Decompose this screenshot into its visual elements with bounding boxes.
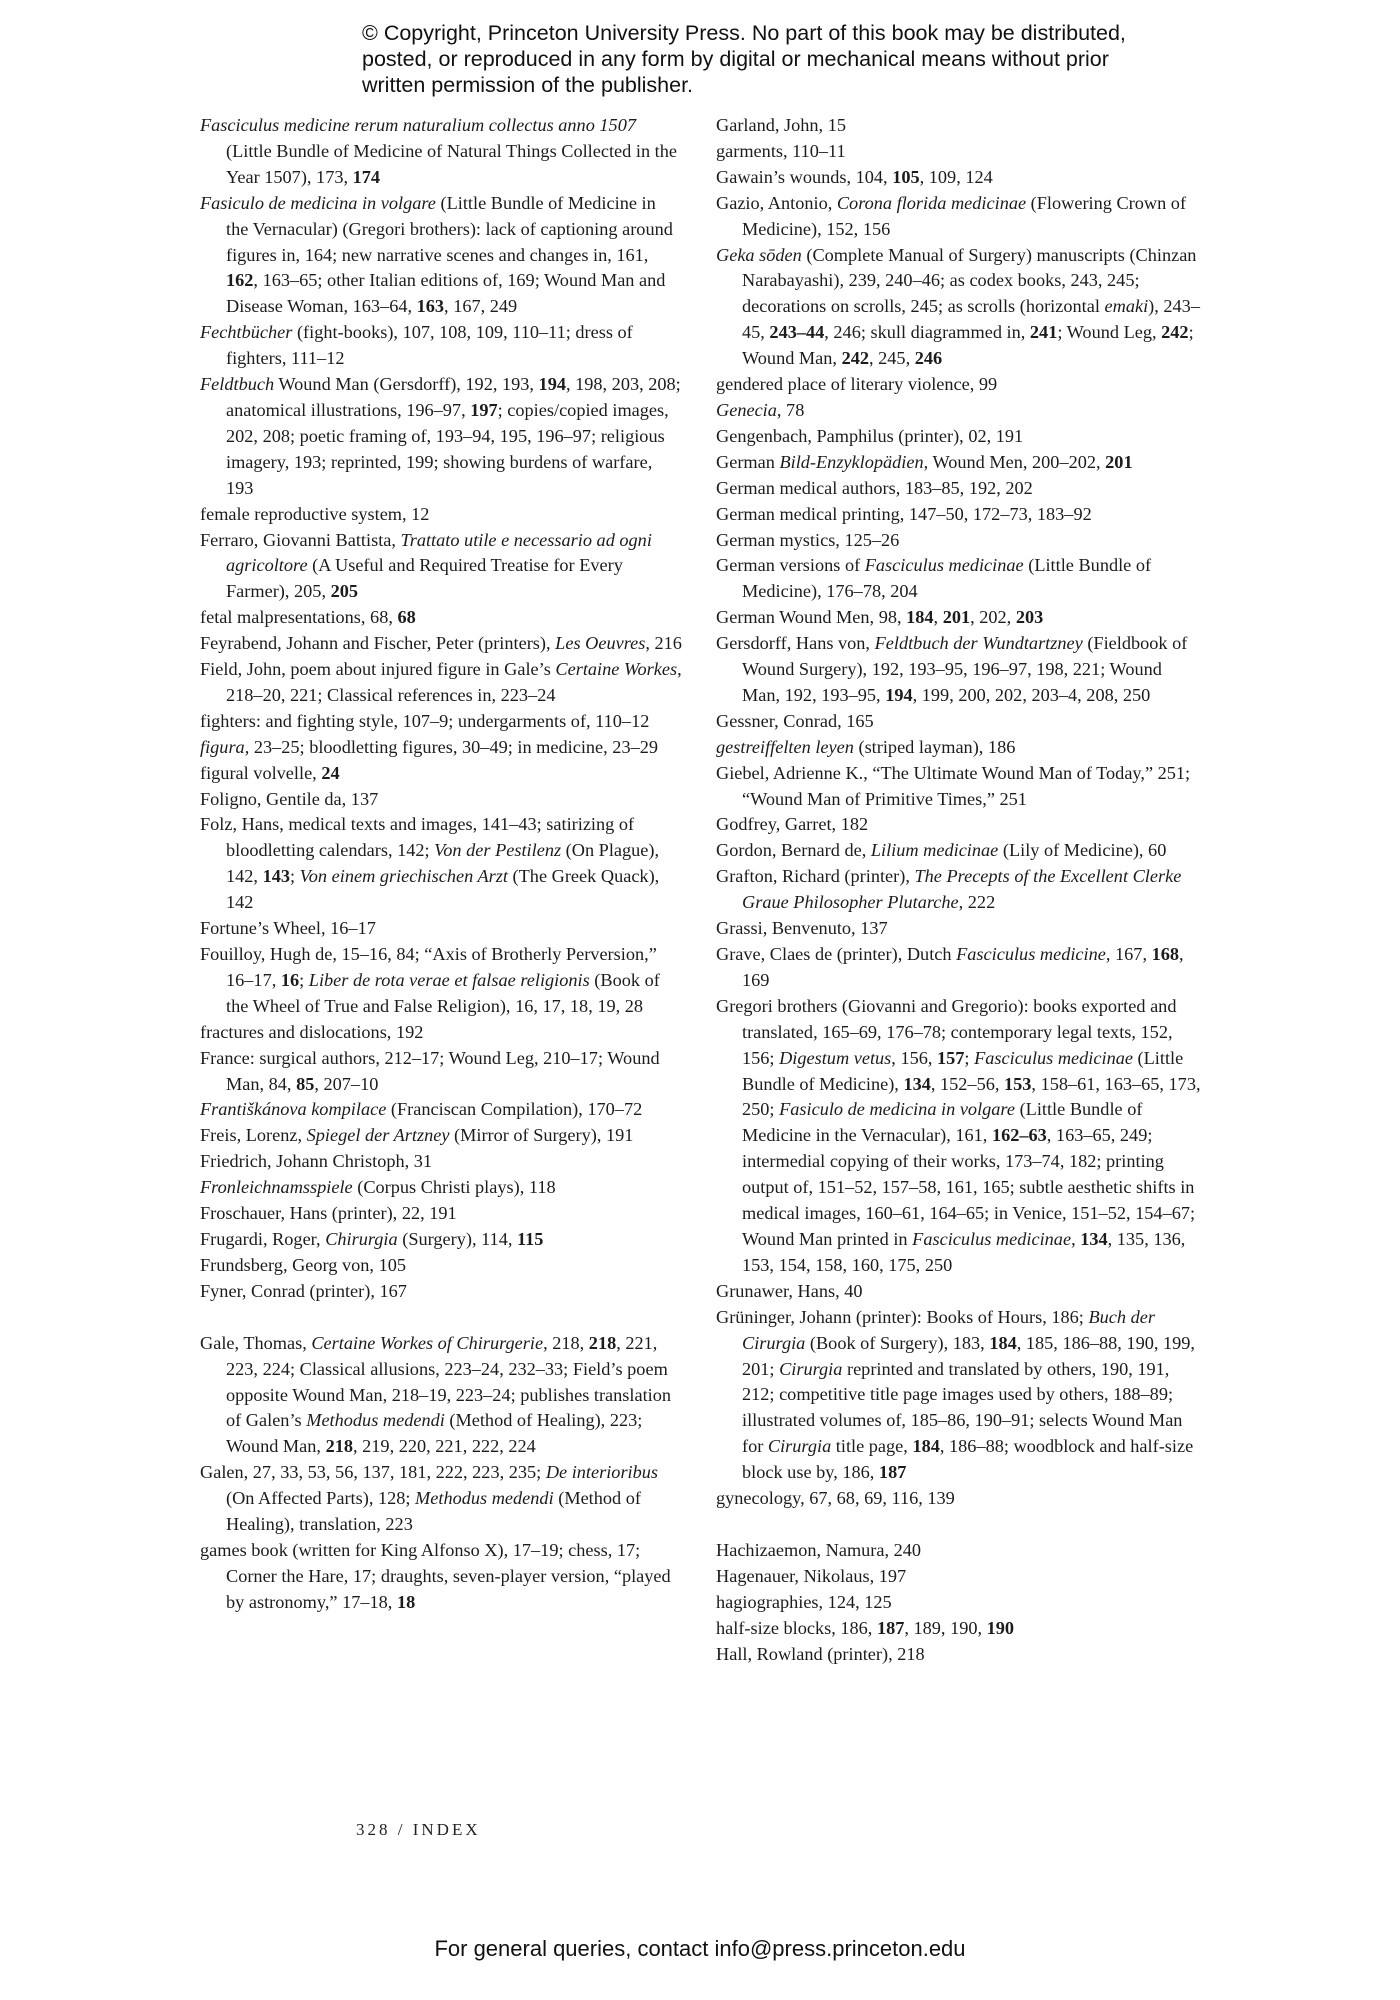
contact-footer: For general queries, contact info@press.princeton.edu — [434, 1936, 966, 1961]
index-entry: German medical authors, 183–85, 192, 202 — [716, 477, 1033, 498]
index-entry: Garland, John, 15 — [716, 115, 846, 135]
page-folio: 328 / INDEX — [356, 1820, 481, 1839]
index-entry: Frundsberg, Georg von, 105 — [200, 1254, 406, 1275]
index-entry: Grassi, Benvenuto, 137 — [716, 918, 888, 939]
index-entry: Gale, Thomas, Certaine Workes of Chirurgerie, 218, 218, 221, 223, 224; Classical allusions, 223–24, 232–33; Field’s poem opposite Wound Man, 218–19, 223–24; publishes translation of Galen’s Methodus medendi (Method of Healing), 223; Wound Man, 218, 219, 220, 221, 222, 224 — [200, 1332, 672, 1457]
index-entry: Fortune’s Wheel, 16–17 — [200, 918, 376, 939]
copyright-notice: © Copyright, Princeton University Press. No part of this book may be distributed, posted, or reproduced in any form by digital or mechanical means without prior written permission of the publisher. — [362, 21, 1126, 97]
index-entry: Hagenauer, Nikolaus, 197 — [716, 1565, 907, 1586]
index-entry: Fasciculus medicine rerum naturalium collectus anno 1507 (Little Bundle of Medicine of Natural Things Collected in the Year 1507), 173, 174 — [200, 115, 677, 187]
index-entry: Grunawer, Hans, 40 — [716, 1280, 863, 1301]
index-entry: Galen, 27, 33, 53, 56, 137, 181, 222, 223, 235; De interioribus (On Affected Parts), 128; Methodus medendi (Method of Healing), translation, 223 — [200, 1462, 659, 1535]
index-entry: Geka sōden (Complete Manual of Surgery) manuscripts (Chinzan Narabayashi), 239, 240–46; as codex books, 243, 245; decorations on scrolls, 245; as scrolls (horizontal emaki), 243–45, 243–44, 246; skull diagrammed in, 241; Wound Leg, 242; Wound Man, 242, 245, 246 — [716, 244, 1200, 369]
index-entry: German versions of Fasciculus medicinae (Little Bundle of Medicine), 176–78, 204 — [716, 555, 1152, 602]
index-entry: gendered place of literary violence, 99 — [716, 374, 998, 395]
index-entry: Fechtbücher (fight-books), 107, 108, 109, 110–11; dress of fighters, 111–12 — [200, 322, 633, 369]
index-entry: German mystics, 125–26 — [716, 529, 900, 550]
index-entry: Field, John, poem about injured figure in Gale’s Certaine Workes, 218–20, 221; Classical references in, 223–24 — [200, 659, 682, 705]
index-entry: half-size blocks, 186, 187, 189, 190, 190 — [716, 1617, 1015, 1638]
index-entry: games book (written for King Alfonso X), 17–19; chess, 17; Corner the Hare, 17; draughts, seven-player version, “played by astronomy,” 17–18, 18 — [200, 1539, 671, 1612]
index-entry: France: surgical authors, 212–17; Wound Leg, 210–17; Wound Man, 84, 85, 207–10 — [200, 1047, 660, 1094]
index-entry: Fronleichnamsspiele (Corpus Christi plays), 118 — [200, 1177, 556, 1198]
index-entry: Ferraro, Giovanni Battista, Trattato utile e necessario ad ogni agricoltore (A Useful and Required Treatise for Every Farmer), 205, 205 — [200, 529, 652, 602]
index-entry: hagiographies, 124, 125 — [716, 1591, 892, 1612]
index-entry: German Bild-Enzyklopädien, Wound Men, 200–202, 201 — [716, 451, 1133, 472]
index-entry: Fyner, Conrad (printer), 167 — [200, 1280, 407, 1301]
index-entry: gynecology, 67, 68, 69, 116, 139 — [716, 1488, 955, 1509]
index-entry: Gersdorff, Hans von, Feldtbuch der Wundtartzney (Fieldbook of Wound Surgery), 192, 193–95, 196–97, 198, 221; Wound Man, 192, 193–95, 194, 199, 200, 202, 203–4, 208, 250 — [716, 633, 1188, 705]
index-entry: German Wound Men, 98, 184, 201, 202, 203 — [716, 607, 1044, 628]
index-entry: Godfrey, Garret, 182 — [716, 814, 869, 835]
letter-group-gap — [200, 1305, 682, 1331]
index-entry: Gengenbach, Pamphilus (printer), 02, 191 — [716, 425, 1024, 446]
index-entry: female reproductive system, 12 — [200, 503, 430, 524]
index-entry: fractures and dislocations, 192 — [200, 1021, 424, 1042]
index-entry: Gessner, Conrad, 165 — [716, 710, 874, 731]
index-entry: fighters: and fighting style, 107–9; undergarments of, 110–12 — [200, 710, 650, 731]
index-entry: Giebel, Adrienne K., “The Ultimate Wound Man of Today,” 251; “Wound Man of Primitive Times,” 251 — [716, 762, 1191, 809]
index-entry: Feyrabend, Johann and Fischer, Peter (printers), Les Oeuvres, 216 — [200, 633, 682, 654]
index-entry: Hachizaemon, Namura, 240 — [716, 1539, 922, 1560]
index-entry: Gordon, Bernard de, Lilium medicinae (Lily of Medicine), 60 — [716, 840, 1167, 861]
index-entry: Grave, Claes de (printer), Dutch Fasciculus medicine, 167, 168, 169 — [716, 944, 1184, 990]
index-entry: Gawain’s wounds, 104, 105, 109, 124 — [716, 166, 993, 187]
index-entry: fetal malpresentations, 68, 68 — [200, 607, 416, 628]
index-entry: Foligno, Gentile da, 137 — [200, 788, 379, 809]
index-entry: Františkánova kompilace (Franciscan Compilation), 170–72 — [200, 1099, 643, 1120]
index-entry: Frugardi, Roger, Chirurgia (Surgery), 114, 115 — [200, 1228, 544, 1249]
index-entry: Hall, Rowland (printer), 218 — [716, 1643, 925, 1664]
letter-group-gap — [716, 1512, 1204, 1538]
index-column-left — [200, 113, 682, 1616]
index-entry: Friedrich, Johann Christoph, 31 — [200, 1151, 433, 1172]
index-entry: Feldtbuch Wound Man (Gersdorff), 192, 193, 194, 198, 203, 208; anatomical illustrations, 196–97, 197; copies/copied images, 202, 208; poetic framing of, 193–94, 195, 196–97; religious imagery, 193; reprinted, 199; showing burdens of warfare, 193 — [200, 374, 681, 498]
index-entry: Fasiculo de medicina in volgare (Little Bundle of Medicine in the Vernacular) (Gregori brothers): lack of captioning around figures in, 164; new narrative scenes and changes in, 161, 162, 163–65; other Italian editions of, 169; Wound Man and Disease Woman, 163–64, 163, 167, 249 — [200, 192, 673, 317]
index-entry: Freis, Lorenz, Spiegel der Artzney (Mirror of Surgery), 191 — [200, 1125, 634, 1146]
index-entry: gestreiffelten leyen (striped layman), 186 — [716, 736, 1016, 757]
index-entry: Gregori brothers (Giovanni and Gregorio): books exported and translated, 165–69, 176–78; contemporary legal texts, 152, 156; Digestum vetus, 156, 157; Fasciculus medicinae (Little Bundle of Medicine), 134, 152–56, 153, 158–61, 163–65, 173, 250; Fasiculo de medicina in volgare (Little Bundle of Medicine in the Vernacular), 161, 162–63, 163–65, 249; intermedial copying of their works, 173–74, 182; printing output of, 151–52, 157–58, 161, 165; subtle aesthetic shifts in medical images, 160–61, 164–65; in Venice, 151–52, 154–67; Wound Man printed in Fasciculus medicinae, 134, 135, 136, 153, 154, 158, 160, 175, 250 — [716, 995, 1201, 1275]
index-entry: figural volvelle, 24 — [200, 762, 340, 783]
index-entry: Grafton, Richard (printer), The Precepts of the Excellent Clerke Graue Philosopher Plutarche, 222 — [716, 866, 1182, 913]
index-entry: Froschauer, Hans (printer), 22, 191 — [200, 1203, 457, 1224]
index-entry: German medical printing, 147–50, 172–73, 183–92 — [716, 503, 1092, 524]
index-entry: Grüninger, Johann (printer): Books of Hours, 186; Buch der Cirurgia (Book of Surgery), 183, 184, 185, 186–88, 190, 199, 201; Cirurgia reprinted and translated by others, 190, 191, 212; competitive title page images used by others, 188–89; illustrated volumes of, 185–86, 190–91; selects Wound Man for Cirurgia title page, 184, 186–88; woodblock and half-size block use by, 186, 187 — [716, 1306, 1195, 1483]
index-entry: figura, 23–25; bloodletting figures, 30–49; in medicine, 23–29 — [200, 736, 659, 757]
index-entry: garments, 110–11 — [716, 140, 846, 161]
index-entry: Genecia, 78 — [716, 399, 805, 420]
index-entry: Fouilloy, Hugh de, 15–16, 84; “Axis of Brotherly Perversion,” 16–17, 16; Liber de rota verae et falsae religionis (Book of the Wheel of True and False Religion), 16, 17, 18, 19, 28 — [200, 944, 660, 1016]
index-entry: Folz, Hans, medical texts and images, 141–43; satirizing of bloodletting calendars, 142; Von der Pestilenz (On Plague), 142, 143; Von einem griechischen Arzt (The Greek Quack), 142 — [200, 814, 660, 913]
index-column-right — [716, 113, 1204, 1667]
index-entry: Gazio, Antonio, Corona florida medicinae (Flowering Crown of Medicine), 152, 156 — [716, 192, 1187, 239]
